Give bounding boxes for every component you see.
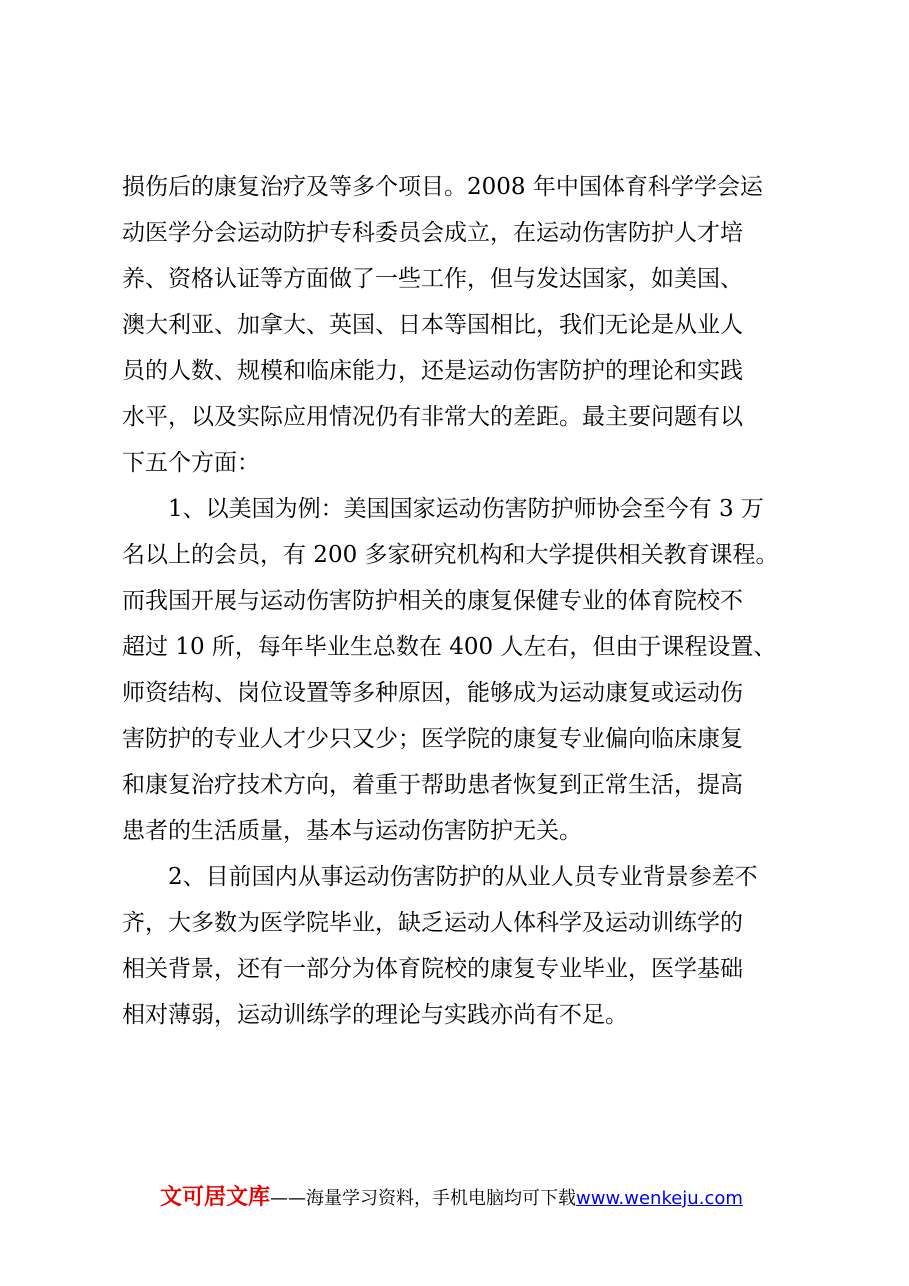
document-body xyxy=(122,164,802,1038)
text-line: 相关背景，还有一部分为体育院校的康复专业毕业，医学基础 xyxy=(122,956,743,982)
paragraph-2-start: 2、目前国内从事运动伤害防护的从业人员专业背景参差不 xyxy=(168,864,758,890)
text-line: 水平，以及实际应用情况仍有非常大的差距。最主要问题有以 xyxy=(122,404,743,430)
text-line: 员的人数、规模和临床能力，还是运动伤害防护的理论和实践 xyxy=(122,358,743,384)
text-line: 损伤后的康复治疗及等多个项目。2008 年中国体育科学学会运 xyxy=(122,174,763,200)
text-line: 害防护的专业人才少只又少；医学院的康复专业偏向临床康复 xyxy=(122,726,743,752)
text-line: 而我国开展与运动伤害防护相关的康复保健专业的体育院校不 xyxy=(122,588,743,614)
paragraph-1-start: 1、以美国为例：美国国家运动伤害防护师协会至今有 3 万 xyxy=(168,496,764,522)
text-line: 患者的生活质量，基本与运动伤害防护无关。 xyxy=(122,818,582,844)
text-line: 动医学分会运动防护专科委员会成立，在运动伤害防护人才培 xyxy=(122,220,743,246)
text-line: 养、资格认证等方面做了一些工作，但与发达国家，如美国、 xyxy=(122,266,743,292)
text-line: 澳大利亚、加拿大、英国、日本等国相比，我们无论是从业人 xyxy=(122,312,743,338)
text-line: 齐，大多数为医学院毕业，缺乏运动人体科学及运动训练学的 xyxy=(122,910,743,936)
text-line: 名以上的会员，有 200 多家研究机构和大学提供相关教育课程。 xyxy=(122,542,779,568)
text-line: 相对薄弱，运动训练学的理论与实践亦尚有不足。 xyxy=(122,1002,628,1028)
text-line: 和康复治疗技术方向，着重于帮助患者恢复到正常生活，提高 xyxy=(122,772,743,798)
text-line: 下五个方面： xyxy=(122,450,260,476)
footer-slogan: ——海量学习资料，手机电脑均可下载 xyxy=(270,1188,577,1209)
text-line: 超过 10 所，每年毕业生总数在 400 人左右，但由于课程设置、 xyxy=(122,634,777,660)
website-link[interactable]: www.wenkeju.com xyxy=(576,1188,743,1209)
brand-name: 文可居文库 xyxy=(160,1185,271,1210)
text-line: 师资结构、岗位设置等多种原因，能够成为运动康复或运动伤 xyxy=(122,680,743,706)
page-footer xyxy=(160,1180,860,1214)
